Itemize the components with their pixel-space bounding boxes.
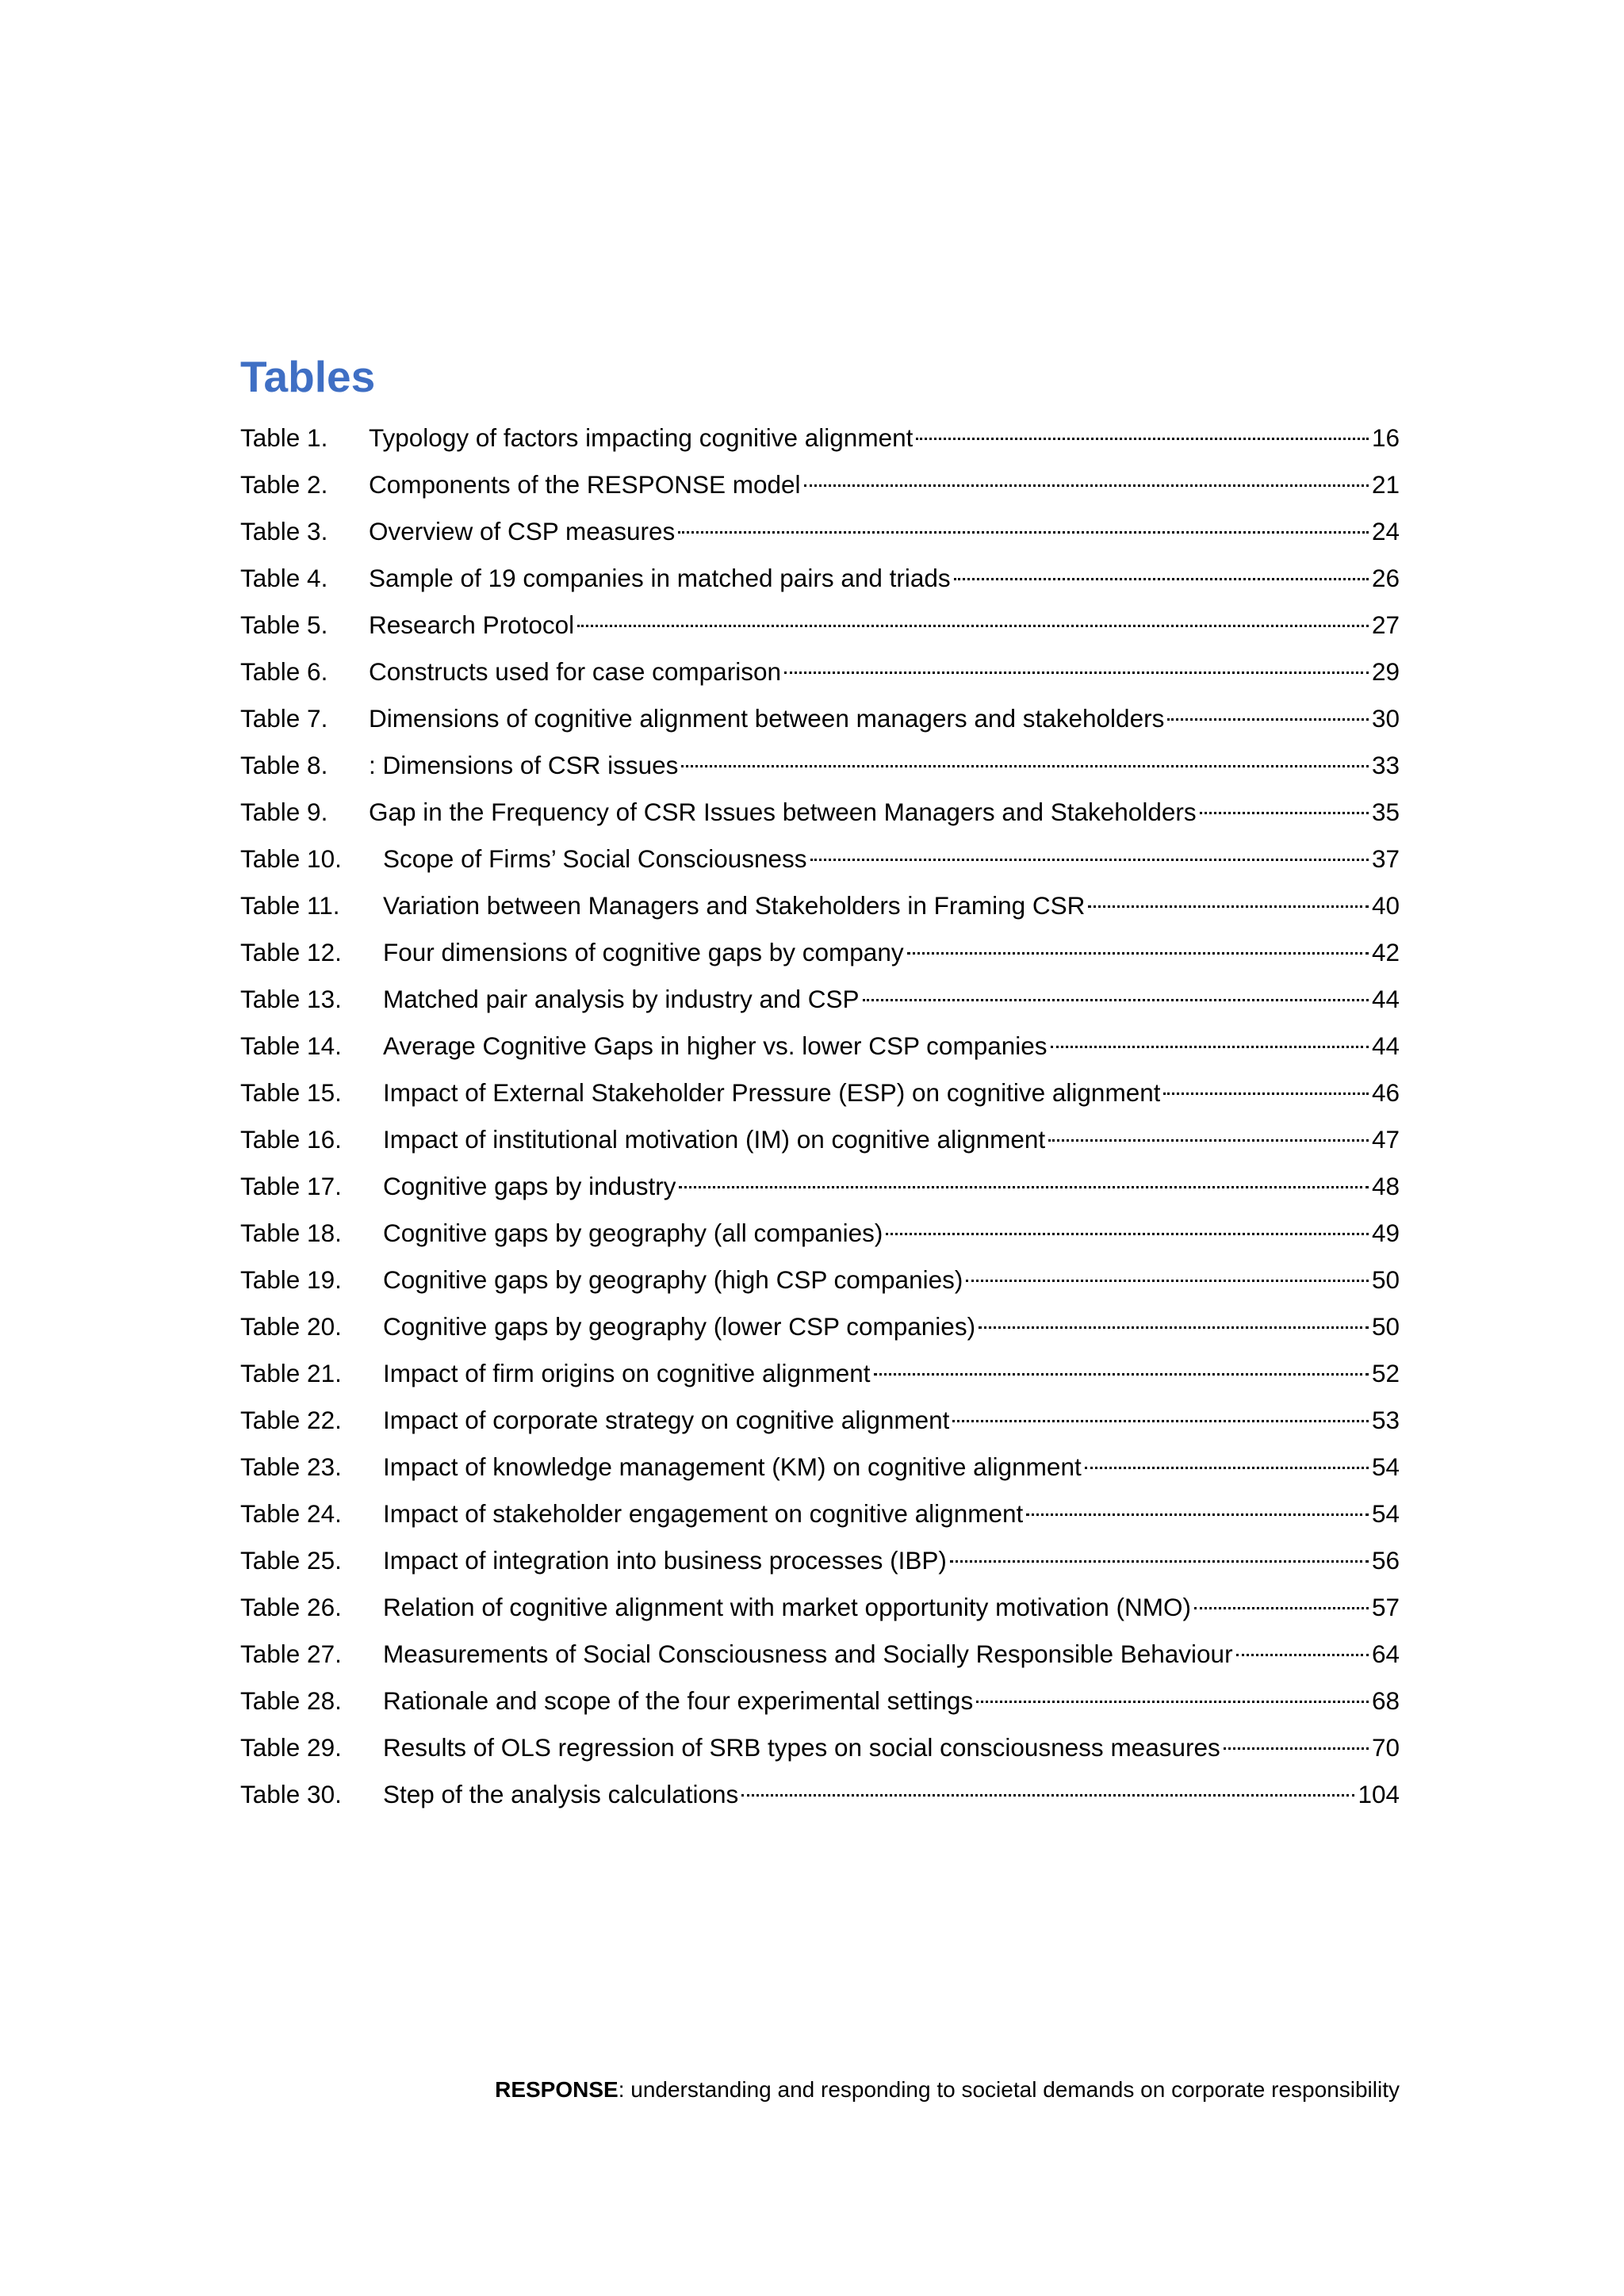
toc-dot-leader [1200,812,1369,814]
toc-entry-page-number: 70 [1371,1733,1400,1762]
toc-entry-title: Step of the analysis calculations [383,1780,739,1808]
toc-dot-leader [1224,1747,1369,1750]
toc-entry-label: Table 19. [240,1265,342,1294]
toc-entry-title: Gap in the Frequency of CSR Issues between Managers and Stakeholders [369,798,1197,826]
toc-entry[interactable] [240,1070,1400,1116]
toc-entry-page-number: 64 [1371,1640,1400,1668]
toc-entry-page-number: 54 [1371,1499,1400,1528]
toc-entry-page-number: 54 [1371,1452,1400,1481]
toc-entry-page-number: 47 [1371,1125,1400,1154]
toc-entry-label: Table 11. [240,891,340,920]
toc-entry[interactable] [240,929,1400,976]
toc-entry[interactable] [240,882,1400,929]
toc-entry-page-number: 44 [1371,985,1400,1013]
toc-dot-leader [1167,718,1369,721]
toc-dot-leader [1194,1607,1369,1609]
toc-entry-label: Table 20. [240,1312,342,1341]
list-of-tables [240,415,1400,1818]
toc-entry[interactable] [240,1350,1400,1397]
toc-entry-title: Cognitive gaps by industry [383,1172,676,1200]
toc-dot-leader [1088,905,1369,908]
toc-dot-leader [907,952,1369,955]
toc-entry-title: Matched pair analysis by industry and CSP [383,985,860,1013]
toc-entry-page-number: 68 [1371,1686,1400,1715]
toc-entry-page-number: 50 [1371,1265,1400,1294]
toc-entry-label: Table 17. [240,1172,342,1200]
toc-entry-page-number: 53 [1371,1406,1400,1434]
toc-dot-leader [976,1701,1369,1703]
toc-entry-label: Table 13. [240,985,342,1013]
toc-entry-label: Table 16. [240,1125,342,1154]
toc-entry-title: Cognitive gaps by geography (high CSP companies) [383,1265,963,1294]
toc-entry[interactable] [240,789,1400,836]
toc-entry[interactable] [240,1116,1400,1163]
toc-entry[interactable] [240,1537,1400,1584]
toc-entry-label: Table 23. [240,1452,342,1481]
page-title: Tables [240,352,376,401]
toc-entry-label: Table 22. [240,1406,342,1434]
toc-entry-page-number: 40 [1371,891,1400,920]
toc-entry-title: Impact of integration into business processes (IBP) [383,1546,947,1575]
toc-entry-page-number: 57 [1371,1593,1400,1621]
toc-entry-title: Sample of 19 companies in matched pairs and triads [369,564,951,592]
toc-entry[interactable] [240,1444,1400,1490]
footer-text: : understanding and responding to societal demands on corporate responsibility [618,2077,1400,2102]
toc-entry-title: Impact of corporate strategy on cognitive alignment [383,1406,950,1434]
toc-entry-title: Cognitive gaps by geography (all companies) [383,1219,883,1247]
toc-entry[interactable] [240,415,1400,461]
toc-entry-page-number: 48 [1371,1172,1400,1200]
toc-entry[interactable] [240,555,1400,602]
toc-entry-page-number: 33 [1371,751,1400,779]
toc-entry-page-number: 35 [1371,798,1400,826]
toc-entry-page-number: 16 [1371,423,1400,452]
footer-project-name: RESPONSE [495,2077,619,2102]
toc-dot-leader [966,1280,1369,1282]
toc-dot-leader [886,1233,1369,1235]
toc-entry-title: Impact of stakeholder engagement on cognitive alignment [383,1499,1024,1528]
toc-entry-title: Research Protocol [369,610,575,639]
toc-entry-label: Table 28. [240,1686,342,1715]
toc-entry-title: Rationale and scope of the four experimental settings [383,1686,974,1715]
toc-entry-label: Table 25. [240,1546,342,1575]
toc-entry[interactable] [240,1257,1400,1303]
toc-entry[interactable] [240,1397,1400,1444]
toc-entry-title: Scope of Firms’ Social Consciousness [383,844,807,873]
toc-entry-label: Table 5. [240,610,328,639]
toc-dot-leader [1085,1467,1369,1469]
toc-dot-leader [1163,1093,1368,1095]
toc-entry-title: Components of the RESPONSE model [369,470,801,499]
toc-entry-page-number: 42 [1371,938,1400,966]
toc-entry-label: Table 3. [240,517,328,545]
toc-dot-leader [681,765,1369,767]
toc-entry-page-number: 21 [1371,470,1400,499]
toc-entry-title: Measurements of Social Consciousness and Socially Responsible Behaviour [383,1640,1233,1668]
page-footer [495,2076,1400,2104]
toc-entry[interactable] [240,602,1400,649]
toc-entry-label: Table 27. [240,1640,342,1668]
toc-dot-leader [874,1373,1369,1376]
toc-entry-page-number: 44 [1371,1031,1400,1060]
toc-dot-leader [804,484,1369,487]
toc-entry-title: Impact of knowledge management (KM) on cognitive alignment [383,1452,1082,1481]
toc-entry[interactable] [240,1303,1400,1350]
toc-entry-page-number: 46 [1371,1078,1400,1107]
toc-entry[interactable] [240,1678,1400,1724]
toc-entry-label: Table 10. [240,844,342,873]
toc-entry-label: Table 2. [240,470,328,499]
toc-entry[interactable] [240,1023,1400,1070]
toc-entry-label: Table 12. [240,938,342,966]
toc-entry-label: Table 7. [240,704,328,733]
toc-entry[interactable] [240,976,1400,1023]
toc-entry[interactable] [240,1210,1400,1257]
toc-entry-page-number: 50 [1371,1312,1400,1341]
toc-dot-leader [1236,1654,1369,1656]
toc-dot-leader [954,578,1369,580]
toc-entry-label: Table 18. [240,1219,342,1247]
toc-entry-title: Variation between Managers and Stakeholders in Framing CSR [383,891,1086,920]
toc-entry[interactable] [240,1724,1400,1771]
toc-entry-label: Table 21. [240,1359,342,1387]
toc-entry-page-number: 30 [1371,704,1400,733]
toc-entry-title: Dimensions of cognitive alignment between managers and stakeholders [369,704,1165,733]
toc-entry-title: Typology of factors impacting cognitive alignment [369,423,914,452]
toc-entry-label: Table 8. [240,751,328,779]
toc-entry-page-number: 29 [1371,657,1400,686]
toc-entry-page-number: 27 [1371,610,1400,639]
toc-entry[interactable] [240,1490,1400,1537]
toc-entry-title: Overview of CSP measures [369,517,676,545]
toc-entry[interactable] [240,742,1400,789]
toc-dot-leader [1048,1139,1369,1142]
toc-dot-leader [784,672,1369,674]
toc-entry-label: Table 4. [240,564,328,592]
toc-entry-page-number: 49 [1371,1219,1400,1247]
toc-entry-title: Constructs used for case comparison [369,657,781,686]
toc-entry-title: Impact of firm origins on cognitive alignment [383,1359,871,1387]
toc-dot-leader [950,1560,1369,1563]
toc-entry-page-number: 56 [1371,1546,1400,1575]
toc-entry-label: Table 30. [240,1780,342,1808]
toc-entry-title: : Dimensions of CSR issues [369,751,679,779]
toc-entry-page-number: 37 [1371,844,1400,873]
toc-entry-page-number: 104 [1358,1780,1400,1808]
toc-entry-label: Table 9. [240,798,328,826]
toc-entry-title: Cognitive gaps by geography (lower CSP companies) [383,1312,976,1341]
toc-entry[interactable] [240,1163,1400,1210]
toc-dot-leader [679,1186,1369,1188]
toc-entry-label: Table 15. [240,1078,342,1107]
toc-entry-page-number: 24 [1371,517,1400,545]
toc-entry[interactable] [240,1584,1400,1631]
toc-entry[interactable] [240,649,1400,695]
toc-dot-leader [916,438,1369,440]
toc-entry[interactable] [240,695,1400,742]
toc-entry[interactable] [240,1771,1400,1818]
toc-entry-title: Impact of External Stakeholder Pressure (ESP) on cognitive alignment [383,1078,1161,1107]
toc-entry[interactable] [240,1631,1400,1678]
toc-dot-leader [678,531,1369,534]
toc-dot-leader [577,625,1369,627]
toc-entry[interactable] [240,461,1400,508]
toc-entry-label: Table 24. [240,1499,342,1528]
toc-entry-label: Table 6. [240,657,328,686]
toc-entry-title: Relation of cognitive alignment with market opportunity motivation (NMO) [383,1593,1191,1621]
toc-entry[interactable] [240,836,1400,882]
toc-dot-leader [810,859,1369,861]
toc-entry-title: Average Cognitive Gaps in higher vs. lower CSP companies [383,1031,1048,1060]
toc-entry-label: Table 26. [240,1593,342,1621]
toc-entry[interactable] [240,508,1400,555]
toc-dot-leader [863,999,1369,1001]
toc-entry-page-number: 26 [1371,564,1400,592]
toc-entry-label: Table 1. [240,423,328,452]
toc-dot-leader [979,1326,1369,1329]
toc-entry-label: Table 29. [240,1733,342,1762]
toc-entry-title: Results of OLS regression of SRB types on social consciousness measures [383,1733,1220,1762]
toc-dot-leader [741,1794,1354,1797]
toc-entry-page-number: 52 [1371,1359,1400,1387]
toc-dot-leader [952,1420,1369,1422]
toc-dot-leader [1026,1513,1369,1516]
toc-dot-leader [1051,1046,1369,1048]
toc-entry-label: Table 14. [240,1031,342,1060]
toc-entry-title: Four dimensions of cognitive gaps by company [383,938,904,966]
toc-entry-title: Impact of institutional motivation (IM) on cognitive alignment [383,1125,1046,1154]
